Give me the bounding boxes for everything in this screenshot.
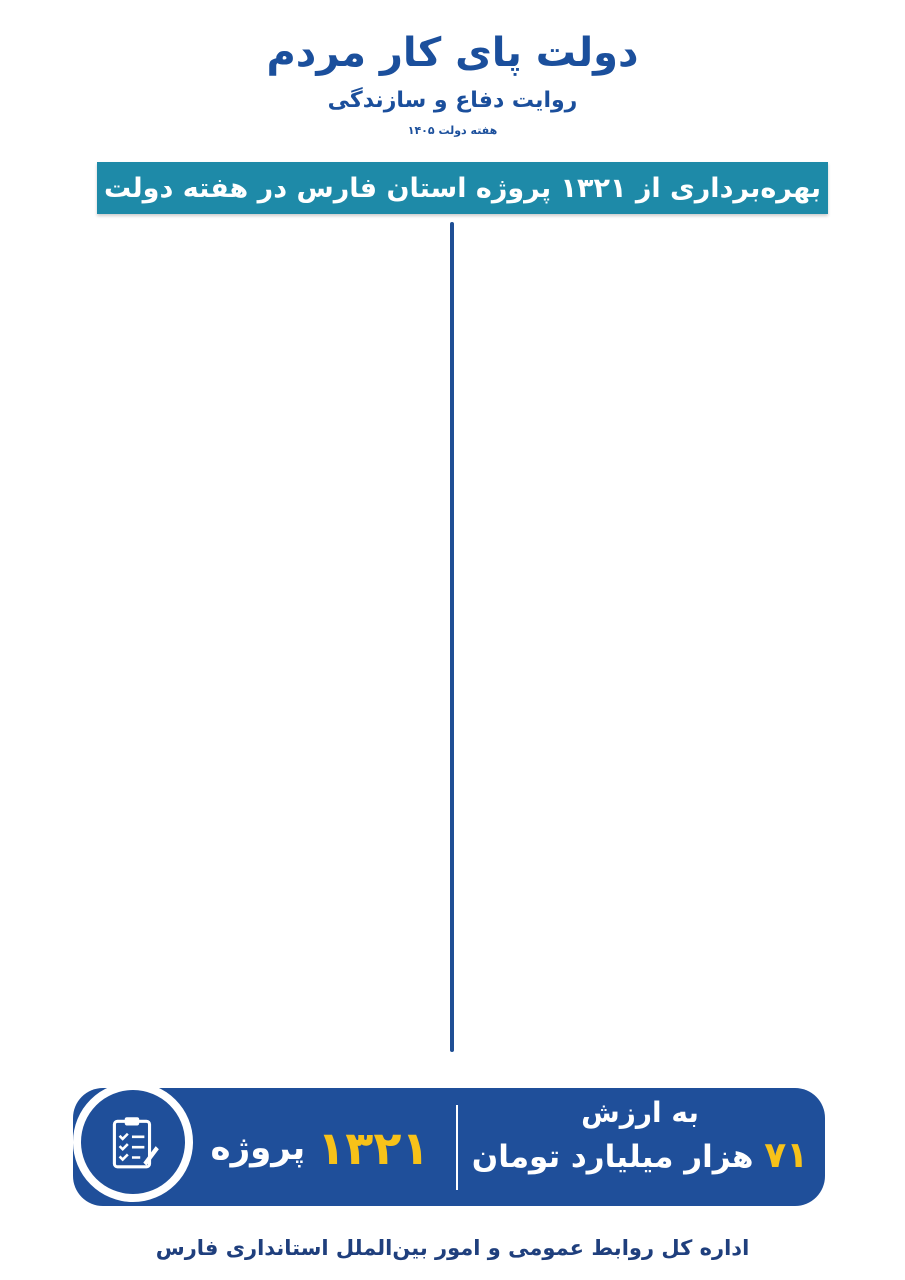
center-divider [450,222,454,1052]
summary-value [470,1096,810,1176]
summary-separator [456,1105,458,1190]
campaign-title: دولت پای کار مردم [266,30,639,76]
headline-text: بهره‌برداری از ۱۳۲۱ پروژه استان فارس در هفته دولت [103,172,822,204]
clipboard-check-icon [81,1090,185,1194]
summary-value-label: به ارزش [581,1096,699,1129]
summary-icon-frame [73,1082,193,1202]
campaign-subtitle: روایت دفاع و سازندگی [327,88,578,113]
campaign-week: هفته دولت ۱۴۰۵ [407,124,498,137]
summary-value-unit: هزار میلیارد تومان [471,1139,754,1175]
summary-total [205,1108,435,1188]
headline-banner [97,162,828,214]
publisher-credit: اداره کل روابط عمومی و امور بین‌الملل استانداری فارس [155,1236,750,1260]
summary-value-number: ۷۱ [764,1135,809,1176]
summary-total-unit: پروژه [210,1128,306,1168]
summary-total-number: ۱۳۲۱ [317,1121,430,1175]
